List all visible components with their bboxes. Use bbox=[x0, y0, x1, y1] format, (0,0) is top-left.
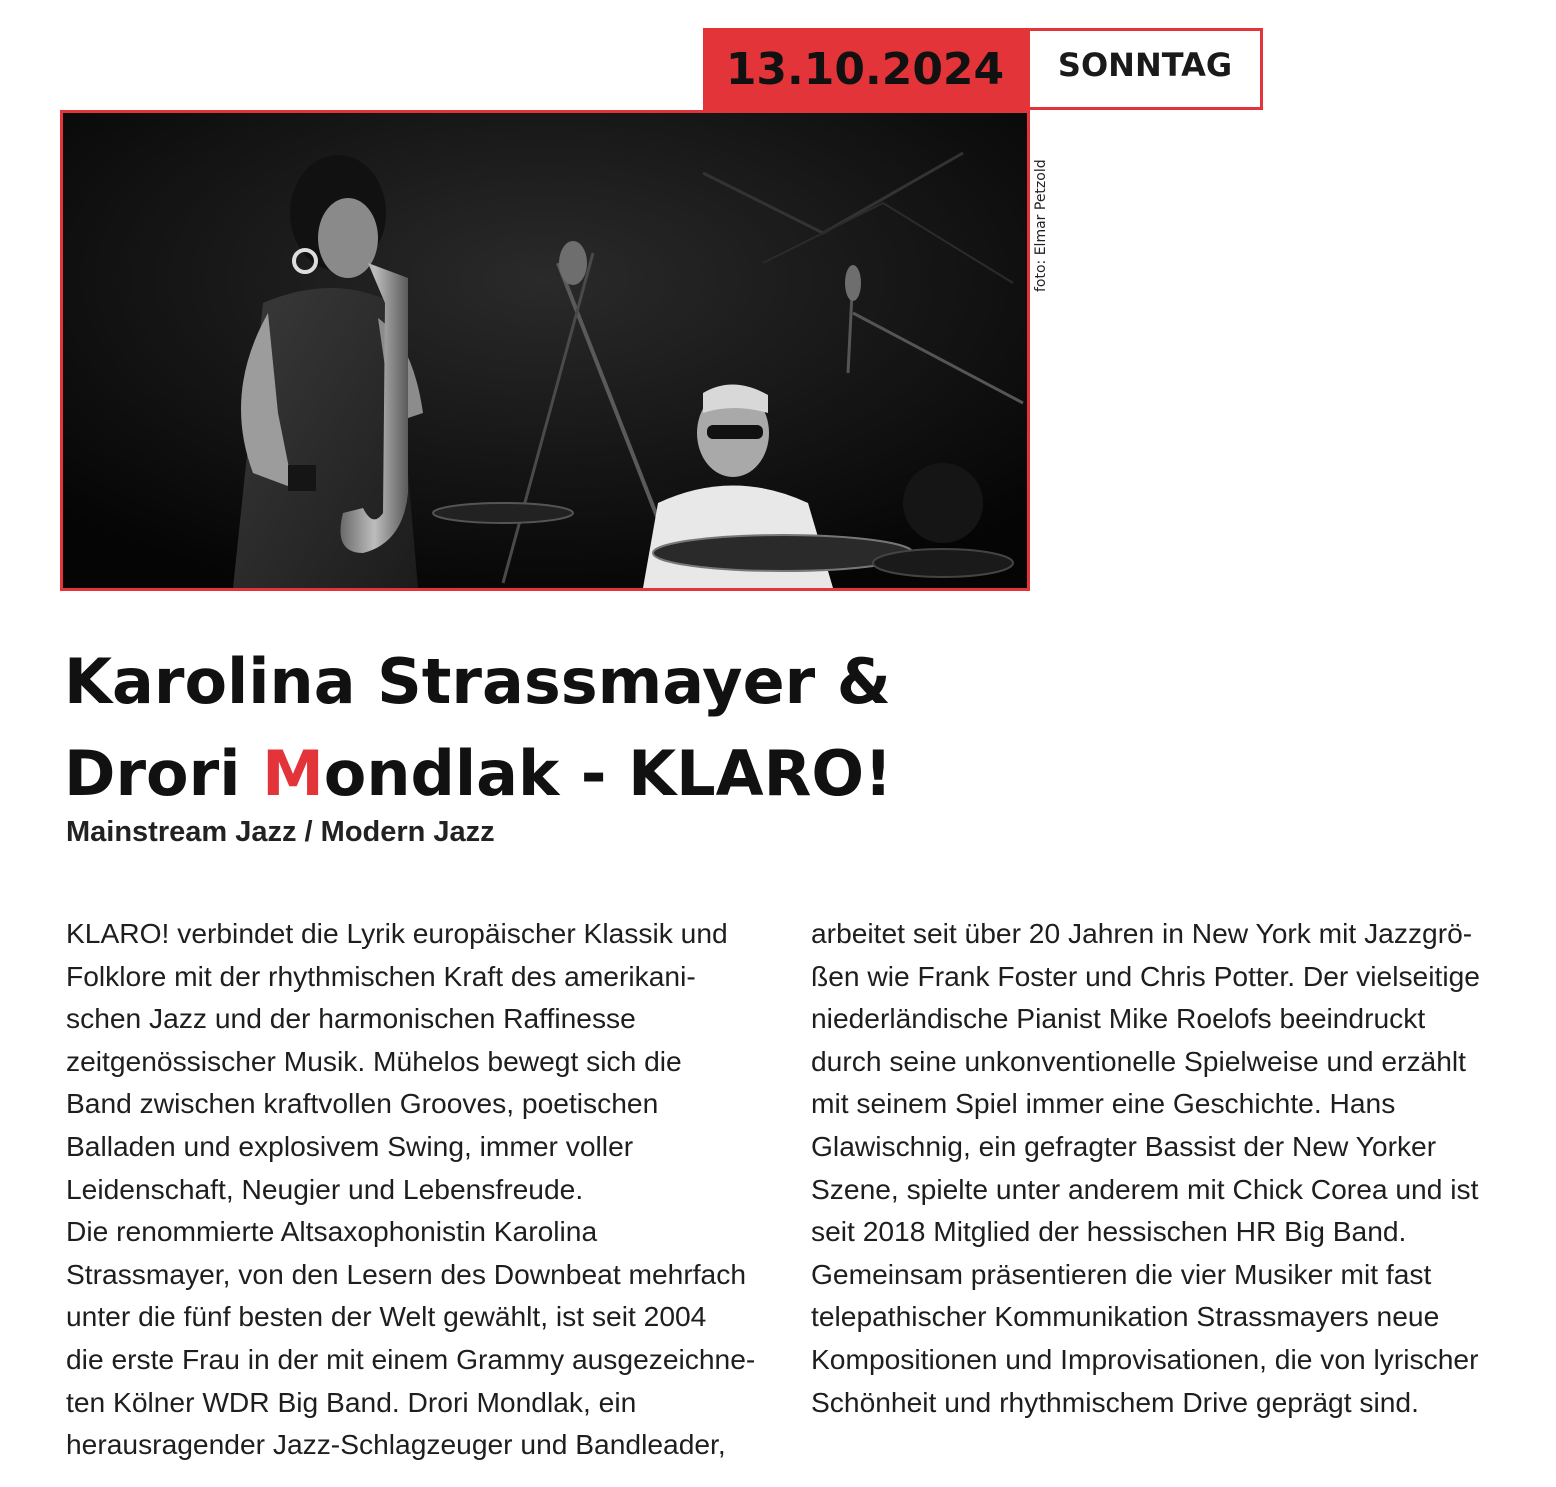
concert-photo-illustration bbox=[63, 113, 1027, 588]
title-line-1: Karolina Strassmayer & bbox=[64, 645, 891, 718]
body-line: arbeitet seit über 20 Jahren in New York mit Jazzgrö- bbox=[811, 917, 1473, 949]
body-line: Glawischnig, ein gefragter Bassist der New Yorker bbox=[811, 1129, 1437, 1162]
body-line: Folklore mit der rhythmischen Kraft des amerikani- bbox=[66, 959, 696, 992]
body-line: Schönheit und rhythmischem Drive geprägt sind. bbox=[811, 1385, 1419, 1418]
body-line: zeitgenössischer Musik. Mühelos bewegt sich die bbox=[66, 1044, 682, 1077]
event-weekday: SONNTAG bbox=[1027, 28, 1263, 110]
body-line: ten Kölner WDR Big Band. Drori Mondlak, ein bbox=[66, 1385, 637, 1418]
body-line: Kompositionen und Improvisationen, die von lyrischer bbox=[811, 1342, 1479, 1375]
genre-subtitle: Mainstream Jazz / Modern Jazz bbox=[66, 816, 495, 848]
body-line: mit seinem Spiel immer eine Geschichte. Hans bbox=[811, 1087, 1396, 1120]
article-title bbox=[64, 636, 964, 820]
body-line: schen Jazz und der harmonischen Raffinesse bbox=[66, 1002, 636, 1035]
body-line: unter die fünf besten der Welt gewählt, ist seit 2004 bbox=[66, 1300, 707, 1333]
body-line: Die renommierte Altsaxophonistin Karolina bbox=[66, 1215, 598, 1248]
body-line: Leidenschaft, Neugier und Lebensfreude. bbox=[66, 1172, 584, 1205]
body-line: herausragender Jazz-Schlagzeuger und Bandleader, bbox=[66, 1428, 726, 1461]
concert-photo bbox=[60, 110, 1030, 591]
body-line: Szene, spielte unter anderem mit Chick Corea und ist bbox=[811, 1172, 1479, 1205]
body-line: Strassmayer, von den Lesern des Downbeat mehrfach bbox=[66, 1257, 746, 1290]
body-line: durch seine unkonventionelle Spielweise und erzählt bbox=[811, 1044, 1467, 1077]
title-line-2-end: ondlak - KLARO! bbox=[323, 737, 893, 810]
body-column-left bbox=[66, 912, 786, 1466]
event-date: 13.10.2024 bbox=[703, 28, 1027, 110]
body-line: seit 2018 Mitglied der hessischen HR Big Band. bbox=[811, 1215, 1407, 1248]
title-accent-letter: M bbox=[262, 737, 324, 810]
body-line: Band zwischen kraftvollen Grooves, poetischen bbox=[66, 1087, 659, 1120]
body-line: KLARO! verbindet die Lyrik europäischer Klassik und bbox=[66, 917, 728, 949]
body-line: niederländische Pianist Mike Roelofs beeindruckt bbox=[811, 1002, 1426, 1035]
photo-credit: foto: Elmar Petzold bbox=[1033, 159, 1049, 292]
body-line: telepathischer Kommunikation Strassmayers neue bbox=[811, 1300, 1440, 1333]
body-column-right bbox=[811, 912, 1521, 1423]
body-line: Balladen und explosivem Swing, immer voller bbox=[66, 1129, 634, 1162]
title-line-2-start: Drori bbox=[64, 737, 263, 810]
body-line: ßen wie Frank Foster und Chris Potter. Der vielseitige bbox=[811, 959, 1480, 992]
body-line: Gemeinsam präsentieren die vier Musiker mit fast bbox=[811, 1257, 1432, 1290]
body-line: die erste Frau in der mit einem Grammy ausgezeichne- bbox=[66, 1342, 756, 1375]
